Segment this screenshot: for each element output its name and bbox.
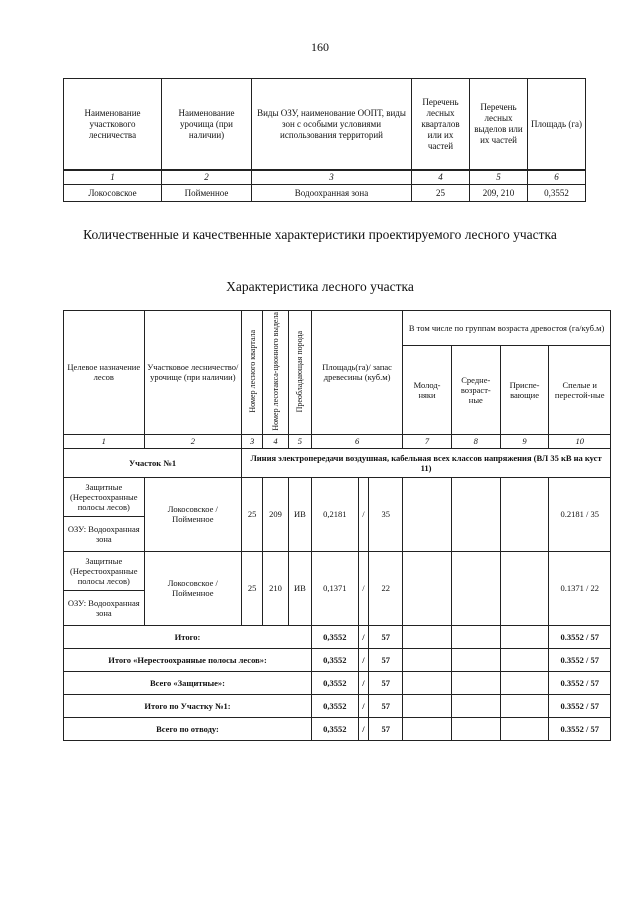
column-number: 10 (549, 434, 611, 448)
cell-young (403, 477, 452, 551)
cell-quarter: 25 (242, 477, 263, 551)
cell-forestry: Локосовское / Пойменное (144, 477, 242, 551)
cell-area: 0,1371 (312, 551, 359, 625)
header-area: Площадь(га)/ запас древесины (куб.м) (312, 311, 403, 435)
summary-label: Всего «Защитные»: (64, 671, 312, 694)
column-number: 5 (288, 434, 311, 448)
section-row (64, 448, 611, 477)
summary-middle (451, 694, 500, 717)
header-forestry: Участковое лесничество/ урочище (при наличии) (144, 311, 242, 435)
summary-mature: 0.3552 / 57 (549, 648, 611, 671)
table-title: Характеристика лесного участка (226, 279, 414, 294)
summary-stock: 57 (369, 648, 403, 671)
column-number: 4 (412, 170, 470, 185)
header-allotment (263, 311, 288, 435)
summary-area: 0,3552 (312, 694, 359, 717)
header-species (288, 311, 311, 435)
cell-mature: 0.2181 / 35 (549, 477, 611, 551)
summary-young (403, 671, 452, 694)
summary-middle (451, 717, 500, 740)
column-number: 9 (500, 434, 549, 448)
header-cell: Перечень лесных выделов или их частей (470, 79, 528, 171)
cell-young (403, 551, 452, 625)
header-maturing: Приспе-вающие (500, 345, 549, 434)
cell-ozu: ОЗУ: Водоохранная зона (64, 590, 145, 625)
summary-maturing (500, 694, 549, 717)
column-numbers-row (64, 434, 611, 448)
section-label: Участок №1 (64, 448, 242, 477)
header-species-text: Преобладающая порода (295, 330, 305, 413)
table-row (64, 551, 611, 590)
summary-label: Всего по отводу: (64, 717, 312, 740)
cell-middle (451, 551, 500, 625)
cell-stock: 35 (369, 477, 403, 551)
summary-young (403, 717, 452, 740)
header-cell: Перечень лесных кварталов или их частей (412, 79, 470, 171)
header-cell: Наименование участкового лесничества (64, 79, 162, 171)
summary-row (64, 694, 611, 717)
column-number: 4 (263, 434, 288, 448)
column-number: 5 (470, 170, 528, 185)
summary-maturing (500, 717, 549, 740)
column-numbers-row (64, 170, 586, 185)
header-cell: Площадь (га) (528, 79, 586, 171)
column-number: 8 (451, 434, 500, 448)
summary-slash: / (358, 671, 369, 694)
column-number: 1 (64, 434, 145, 448)
column-number: 2 (144, 434, 242, 448)
cell-allotment: 210 (263, 551, 288, 625)
cell-quarter: 25 (242, 551, 263, 625)
column-number: 7 (403, 434, 452, 448)
cell-forestry: Локосовское / Пойменное (144, 551, 242, 625)
header-mature: Спелые и перестой-ные (549, 345, 611, 434)
summary-mature: 0.3552 / 57 (549, 625, 611, 648)
cell-species: ИВ (288, 551, 311, 625)
column-number: 6 (528, 170, 586, 185)
summary-middle (451, 625, 500, 648)
column-number: 6 (312, 434, 403, 448)
summary-mature: 0.3552 / 57 (549, 694, 611, 717)
header-age-groups: В том числе по группам возраста древостоя (га/куб.м) (403, 311, 611, 346)
header-cell: Виды ОЗУ, наименование ООПТ, виды зон с особыми условиями использования территорий (252, 79, 412, 171)
cell-stock: 22 (369, 551, 403, 625)
summary-label: Итого по Участку №1: (64, 694, 312, 717)
zones-table-header (64, 79, 586, 171)
summary-stock: 57 (369, 694, 403, 717)
header-quarter (242, 311, 263, 435)
section-heading: Количественные и качественные характеристики проектируемого лесного участка (83, 227, 557, 242)
cell-purpose: Защитные (Нерестоохранные полосы лесов) (64, 477, 145, 516)
cell-mature: 0.1371 / 22 (549, 551, 611, 625)
plot-characteristics-table (63, 310, 611, 741)
summary-maturing (500, 625, 549, 648)
page-number: 160 (311, 40, 329, 54)
cell-allotment: 209 (263, 477, 288, 551)
cell-zone: Водоохранная зона (252, 185, 412, 202)
cell-area: 0,3552 (528, 185, 586, 202)
summary-mature: 0.3552 / 57 (549, 671, 611, 694)
summary-middle (451, 648, 500, 671)
summary-middle (451, 671, 500, 694)
column-number: 2 (162, 170, 252, 185)
cell-maturing (500, 477, 549, 551)
header-young: Молод-няки (403, 345, 452, 434)
header-allotment-text: Номер лесотакса-ционного выдела (270, 312, 280, 431)
summary-maturing (500, 671, 549, 694)
header-quarter-text: Номер лесного квартала (247, 330, 257, 413)
column-number: 3 (242, 434, 263, 448)
header-purpose: Целевое назначение лесов (64, 311, 145, 435)
cell-forestry: Локосовское (64, 185, 162, 202)
cell-maturing (500, 551, 549, 625)
header-middle: Средне-возраст-ные (451, 345, 500, 434)
header-cell: Наименование урочища (при наличии) (162, 79, 252, 171)
summary-area: 0,3552 (312, 648, 359, 671)
column-number: 1 (64, 170, 162, 185)
summary-label: Итого «Нерестоохранные полосы лесов»: (64, 648, 312, 671)
summary-stock: 57 (369, 625, 403, 648)
summary-label: Итого: (64, 625, 312, 648)
cell-species: ИВ (288, 477, 311, 551)
summary-slash: / (358, 694, 369, 717)
summary-young (403, 648, 452, 671)
table-row (64, 477, 611, 516)
summary-row (64, 671, 611, 694)
summary-area: 0,3552 (312, 671, 359, 694)
cell-slash: / (358, 477, 369, 551)
summary-maturing (500, 648, 549, 671)
summary-row (64, 648, 611, 671)
summary-slash: / (358, 625, 369, 648)
cell-purpose: Защитные (Нерестоохранные полосы лесов) (64, 551, 145, 590)
table-row (64, 185, 586, 202)
cell-middle (451, 477, 500, 551)
cell-area: 0,2181 (312, 477, 359, 551)
summary-area: 0,3552 (312, 625, 359, 648)
summary-row (64, 717, 611, 740)
summary-slash: / (358, 717, 369, 740)
cell-slash: / (358, 551, 369, 625)
cell-allotments: 209, 210 (470, 185, 528, 202)
summary-young (403, 625, 452, 648)
zones-table (63, 78, 586, 202)
cell-quarters: 25 (412, 185, 470, 202)
cell-tract: Пойменное (162, 185, 252, 202)
header-row-1 (64, 311, 611, 346)
summary-row (64, 625, 611, 648)
summary-area: 0,3552 (312, 717, 359, 740)
summary-young (403, 694, 452, 717)
summary-stock: 57 (369, 671, 403, 694)
summary-mature: 0.3552 / 57 (549, 717, 611, 740)
cell-ozu: ОЗУ: Водоохранная зона (64, 516, 145, 551)
section-description: Линия электропередачи воздушная, кабельная всех классов напряжения (ВЛ 35 кВ на куст 11) (242, 448, 611, 477)
summary-slash: / (358, 648, 369, 671)
summary-stock: 57 (369, 717, 403, 740)
column-number: 3 (252, 170, 412, 185)
